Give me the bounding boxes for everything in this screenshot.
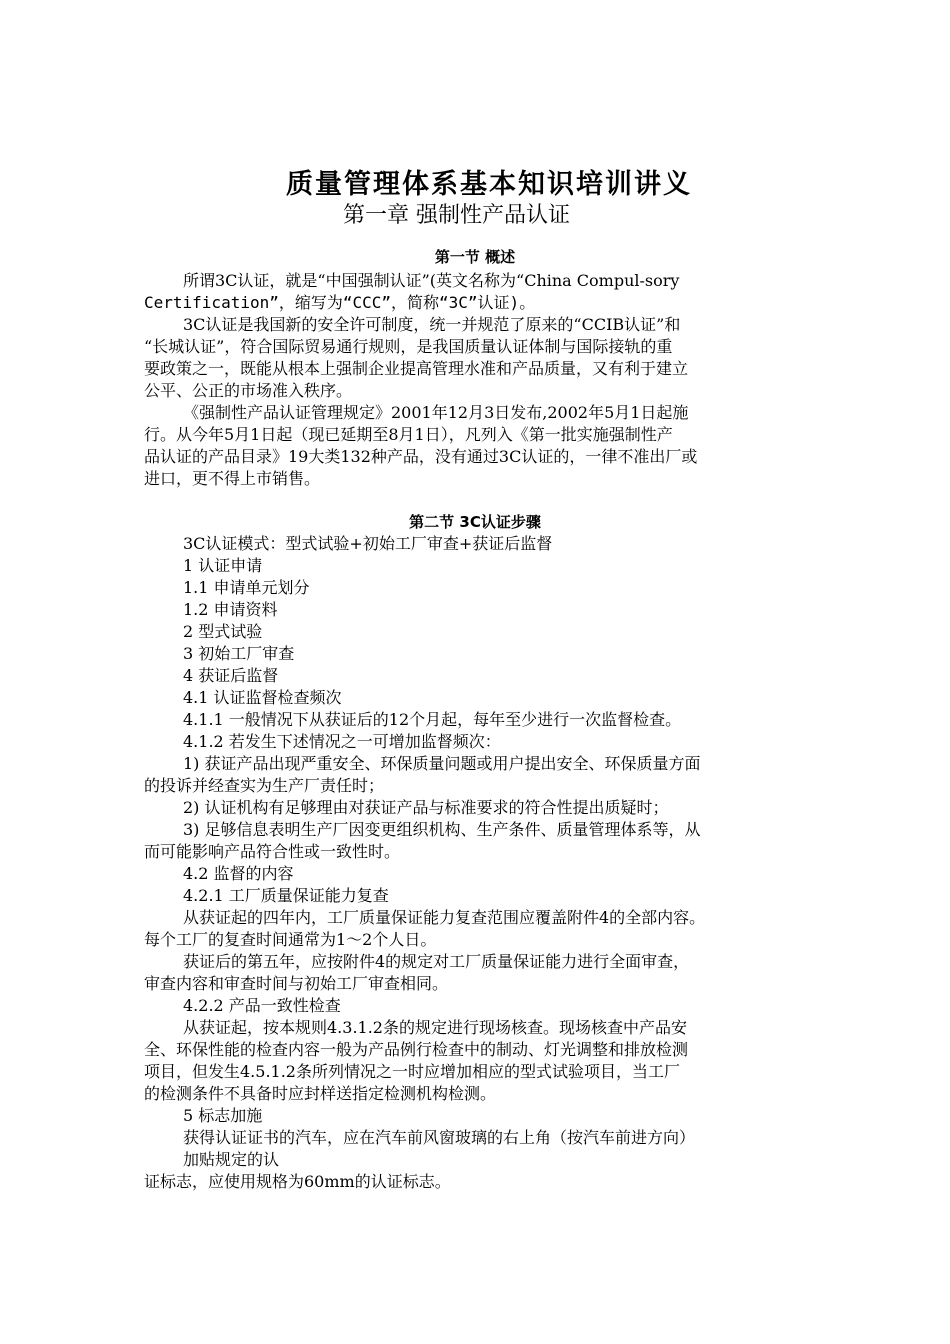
paragraph-line: 审查内容和审查时间与初始工厂审查相同。 <box>144 974 449 993</box>
list-item: 3 初始工厂审查 <box>183 644 295 663</box>
document-title: 质量管理体系基本知识培训讲义 <box>286 169 692 200</box>
paragraph-line: 获得认证证书的汽车，应在汽车前风窗玻璃的右上角（按汽车前进方向） <box>183 1128 696 1147</box>
paragraph-line: 品认证的产品目录》19大类132种产品，没有通过3C认证的，一律不准出厂或 <box>144 447 698 466</box>
paragraph-line: 《强制性产品认证管理规定》2001年12月3日发布,2002年5月1日起施 <box>183 403 689 422</box>
paragraph-line: 全、环保性能的检查内容一般为产品例行检查中的制动、灯光调整和排放检测 <box>144 1040 689 1059</box>
list-item: 4.2.2 产品一致性检查 <box>183 996 341 1015</box>
chapter-title: 第一章 强制性产品认证 <box>343 203 570 228</box>
list-item: 4.2.1 工厂质量保证能力复查 <box>183 886 389 905</box>
list-item: 4.2 监督的内容 <box>183 864 294 883</box>
paragraph-line: Certification”，缩写为“CCC”，简称“3C”认证)。 <box>144 293 536 312</box>
paragraph-line: 项目，但发生4.5.1.2条所列情况之一时应增加相应的型式试验项目，当工厂 <box>144 1062 680 1081</box>
list-item: 1.2 申请资料 <box>183 600 278 619</box>
paragraph-line: 2) 认证机构有足够理由对获证产品与标准要求的符合性提出质疑时； <box>183 798 669 817</box>
paragraph-line: 3) 足够信息表明生产厂因变更组织机构、生产条件、质量管理体系等，从 <box>183 820 701 839</box>
paragraph-line: 公平、公正的市场准入秩序。 <box>144 381 353 400</box>
list-item: 4.1.2 若发生下述情况之一可增加监督频次： <box>183 732 501 751</box>
paragraph-line: “长城认证”，符合国际贸易通行规则，是我国质量认证体制与国际接轨的重 <box>144 337 673 356</box>
list-item: 1.1 申请单元划分 <box>183 578 310 597</box>
list-item: 1 认证申请 <box>183 556 263 575</box>
paragraph-line: 1) 获证产品出现严重安全、环保质量问题或用户提出安全、环保质量方面 <box>183 754 701 773</box>
paragraph-line: 3C认证是我国新的安全许可制度，统一并规范了原来的“CCIB认证”和 <box>183 315 681 334</box>
paragraph-line: 的投诉并经查实为生产厂责任时； <box>144 776 385 795</box>
paragraph-line: 加贴规定的认 <box>183 1150 280 1169</box>
paragraph-line: 从获证起，按本规则4.3.1.2条的规定进行现场核查。现场核查中产品安 <box>183 1018 687 1037</box>
paragraph-line: 的检测条件不具备时应封样送指定检测机构检测。 <box>144 1084 497 1103</box>
paragraph-line: 行。从今年5月1日起（现已延期至8月1日），凡列入《第一批实施强制性产 <box>144 425 673 444</box>
section-heading-steps: 第二节 3C认证步骤 <box>409 513 541 531</box>
paragraph-line: 从获证起的四年内，工厂质量保证能力复查范围应覆盖附件4的全部内容。 <box>183 908 706 927</box>
list-item: 4 获证后监督 <box>183 666 279 685</box>
list-item: 2 型式试验 <box>183 622 263 641</box>
paragraph-line: 要政策之一，既能从根本上强制企业提高管理水准和产品质量，又有利于建立 <box>144 359 689 378</box>
paragraph-line: 获证后的第五年，应按附件4的规定对工厂质量保证能力进行全面审查， <box>183 952 690 971</box>
paragraph-line: 每个工厂的复查时间通常为1～2个人日。 <box>144 930 437 949</box>
section-heading-overview: 第一节 概述 <box>434 248 516 266</box>
paragraph-line: 证标志，应使用规格为60mm的认证标志。 <box>144 1172 451 1191</box>
paragraph-line: 3C认证模式：型式试验+初始工厂审查+获证后监督 <box>183 534 553 553</box>
paragraph-line: 而可能影响产品符合性或一致性时。 <box>144 842 401 861</box>
paragraph-line: 进口，更不得上市销售。 <box>144 469 321 488</box>
list-item: 4.1 认证监督检查频次 <box>183 688 342 707</box>
paragraph-line: 所谓3C认证，就是“中国强制认证”(英文名称为“China Compul-sory <box>183 271 680 290</box>
list-item: 4.1.1 一般情况下从获证后的12个月起，每年至少进行一次监督检查。 <box>183 710 682 729</box>
list-item: 5 标志加施 <box>183 1106 263 1125</box>
